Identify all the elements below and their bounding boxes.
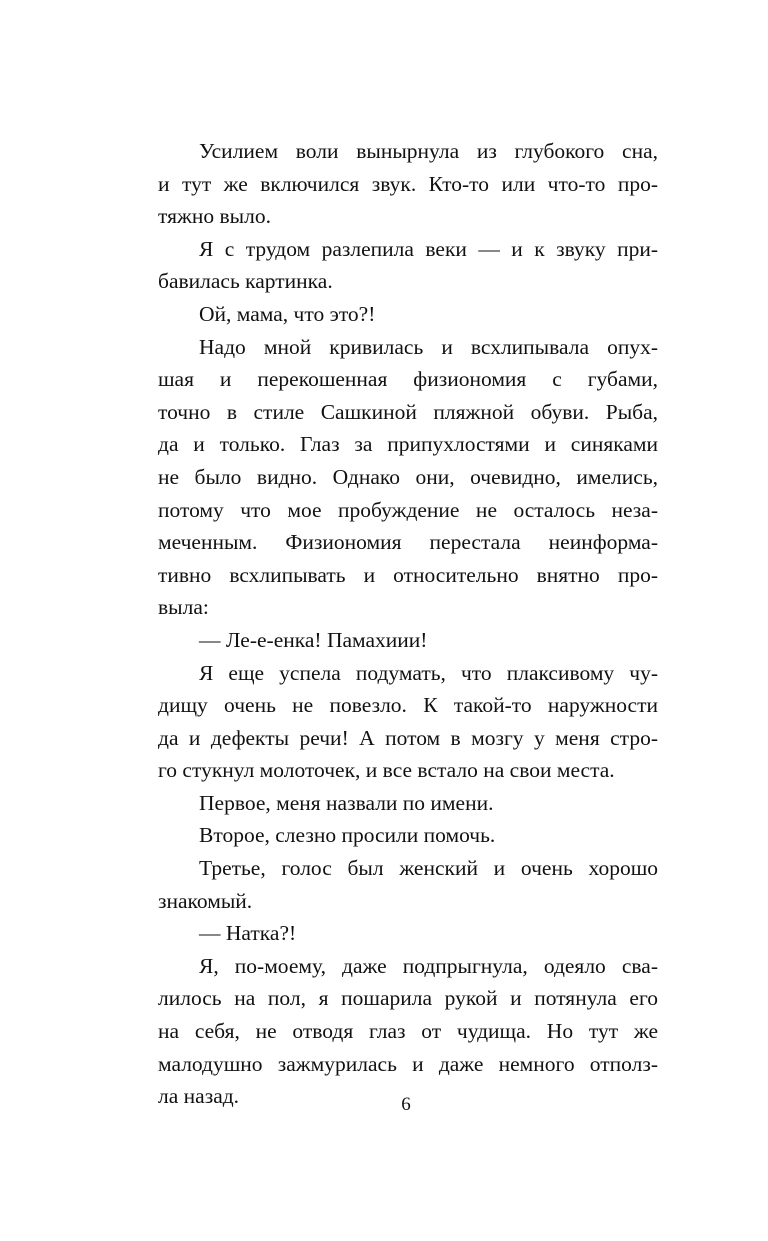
text-line: и тут же включился звук. Кто-то или что-то про- xyxy=(158,171,658,196)
body-text xyxy=(158,135,658,1113)
text-line: шая и перекошенная физиономия с губами, xyxy=(158,367,658,392)
text-line: Третье, голос был женский и очень хорошо xyxy=(199,856,658,881)
text-line: ла назад. xyxy=(158,1084,240,1109)
text-line: да и дефекты речи! А потом в мозгу у меня стро- xyxy=(158,725,658,750)
page-number: 6 xyxy=(401,1094,411,1115)
text-line: Ой, мама, что это?! xyxy=(199,301,376,326)
text-line: Я, по-моему, даже подпрыгнула, одеяло сва- xyxy=(199,953,658,978)
text-line: точно в стиле Сашкиной пляжной обуви. Рыба, xyxy=(158,399,658,424)
text-line: Я еще успела подумать, что плаксивому чу- xyxy=(199,660,658,685)
text-line: да и только. Глаз за припухлостями и синяками xyxy=(158,432,658,457)
text-line: тивно всхлипывать и относительно внятно про- xyxy=(158,562,658,587)
text-line: Усилием воли вынырнула из глубокого сна, xyxy=(199,139,658,163)
text-line: — Натка?! xyxy=(199,921,297,946)
text-line: Я с трудом разлепила веки — и к звуку при- xyxy=(199,236,658,261)
text-line: потому что мое пробуждение не осталось неза- xyxy=(158,497,658,522)
text-line: лилось на пол, я пошарила рукой и потянула его xyxy=(158,986,658,1011)
text-line: тяжно выло. xyxy=(158,204,271,229)
text-line: бавилась картинка. xyxy=(158,269,333,294)
text-line: Надо мной кривилась и всхлипывала опух- xyxy=(199,334,658,359)
text-line: дищу очень не повезло. К такой-то наружности xyxy=(158,693,658,718)
text-line: меченным. Физиономия перестала неинформа- xyxy=(158,530,658,555)
text-line: го стукнул молоточек, и все встало на свои места. xyxy=(158,758,615,783)
text-line: на себя, не отводя глаз от чудища. Но тут же xyxy=(158,1019,658,1044)
text-line: Первое, меня назвали по имени. xyxy=(199,790,494,815)
text-line: Второе, слезно просили помочь. xyxy=(199,823,496,848)
text-line: знакомый. xyxy=(158,888,253,913)
text-line: — Ле-е-енка! Памахиии! xyxy=(199,627,428,652)
text-line: не было видно. Однако они, очевидно, имелись, xyxy=(158,464,658,489)
text-line: малодушно зажмурилась и даже немного отполз- xyxy=(158,1051,658,1076)
text-line: выла: xyxy=(158,595,209,620)
